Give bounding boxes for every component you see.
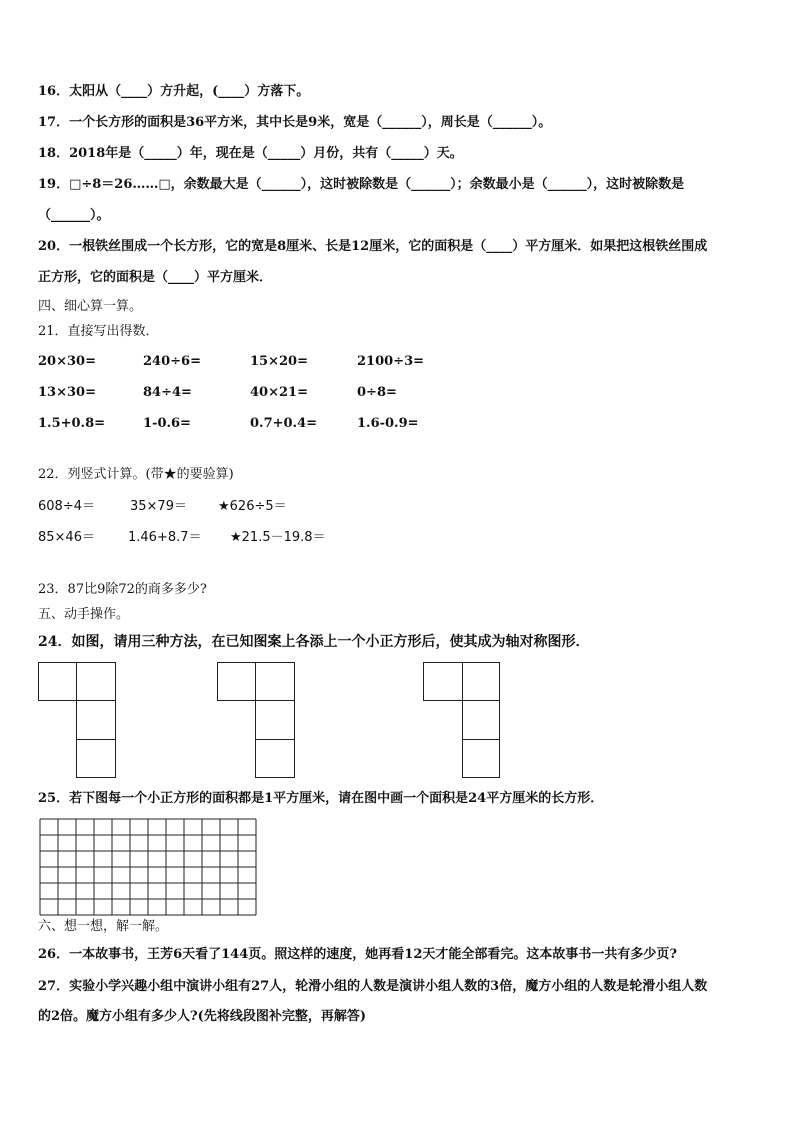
question-25: 25．若下图每一个小正方形的面积都是1平方厘米，请在图中画一个面积是24平方厘米的长方形． (38, 791, 604, 806)
oral-r1-c4: 2100÷3= (357, 354, 425, 369)
question-16: 16．太阳从（____）方升起，(____）方落下。 (38, 84, 310, 99)
question-19-line2: （______）。 (38, 208, 110, 223)
question-17: 17．一个长方形的面积是36平方米，其中长是9米，宽是（______），周长是（______）。 (38, 115, 552, 130)
question-26: 26．一本故事书，王芳6天看了144页。照这样的速度，她再看12天才能全部看完。这本故事书一共有多少页? (38, 947, 677, 962)
vertical-r1-c3: ★626÷5＝ (218, 499, 287, 514)
oral-r3-c4: 1.6-0.9= (357, 416, 419, 431)
section-4-heading: 四、细心算一算。 (38, 299, 143, 314)
question-19-line1: 19．□÷8＝26……□，余数最大是（______），这时被除数是（______）；余数最小是（______），这时被除数是 (38, 177, 685, 192)
question-18: 18．2018年是（_____）年，现在是（_____）月份，共有（_____）天。 (38, 146, 463, 161)
vertical-r1-c2: 35×79＝ (130, 499, 187, 514)
question-27-line2: 的2倍。魔方小组有多少人?(先将线段图补完整，再解答) (38, 1009, 366, 1024)
oral-r3-c3: 0.7+0.4= (250, 416, 318, 431)
question-21: 21．直接写出得数． (38, 324, 159, 339)
vertical-r2-c3: ★21.5－19.8＝ (230, 530, 326, 545)
oral-r2-c3: 40×21= (250, 385, 308, 400)
question-20-line2: 正方形，它的面积是（____）平方厘米． (38, 270, 273, 285)
section-5-heading: 五、动手操作。 (38, 607, 130, 622)
oral-r1-c1: 20×30= (38, 354, 96, 369)
question-20-line1: 20．一根铁丝围成一个长方形，它的宽是8厘米、长是12厘米，它的面积是（____）平方厘米．如果把这根铁丝围成 (38, 239, 708, 254)
square-grid (39, 818, 259, 918)
vertical-r1-c1: 608÷4＝ (38, 499, 95, 514)
section-6-heading: 六、想一想，解一解。 (38, 919, 169, 934)
question-27-line1: 27．实验小学兴趣小组中演讲小组有27人，轮滑小组的人数是演讲小组人数的3倍，魔方小组的人数是轮滑小组人数 (38, 979, 708, 994)
oral-r3-c1: 1.5+0.8= (38, 416, 106, 431)
vertical-r2-c2: 1.46+8.7＝ (128, 530, 202, 545)
oral-r2-c4: 0÷8= (357, 385, 397, 400)
oral-r3-c2: 1-0.6= (143, 416, 191, 431)
question-23: 23．87比9除72的商多多少? (38, 582, 207, 597)
oral-r2-c2: 84÷4= (143, 385, 192, 400)
oral-r1-c3: 15×20= (250, 354, 308, 369)
vertical-r2-c1: 85×46＝ (38, 530, 95, 545)
oral-r1-c2: 240÷6= (143, 354, 201, 369)
oral-r2-c1: 13×30= (38, 385, 96, 400)
question-24: 24．如图，请用三种方法，在已知图案上各添上一个小正方形后，使其成为轴对称图形． (38, 634, 590, 650)
question-22: 22．列竖式计算。(带★的要验算) (38, 467, 234, 482)
